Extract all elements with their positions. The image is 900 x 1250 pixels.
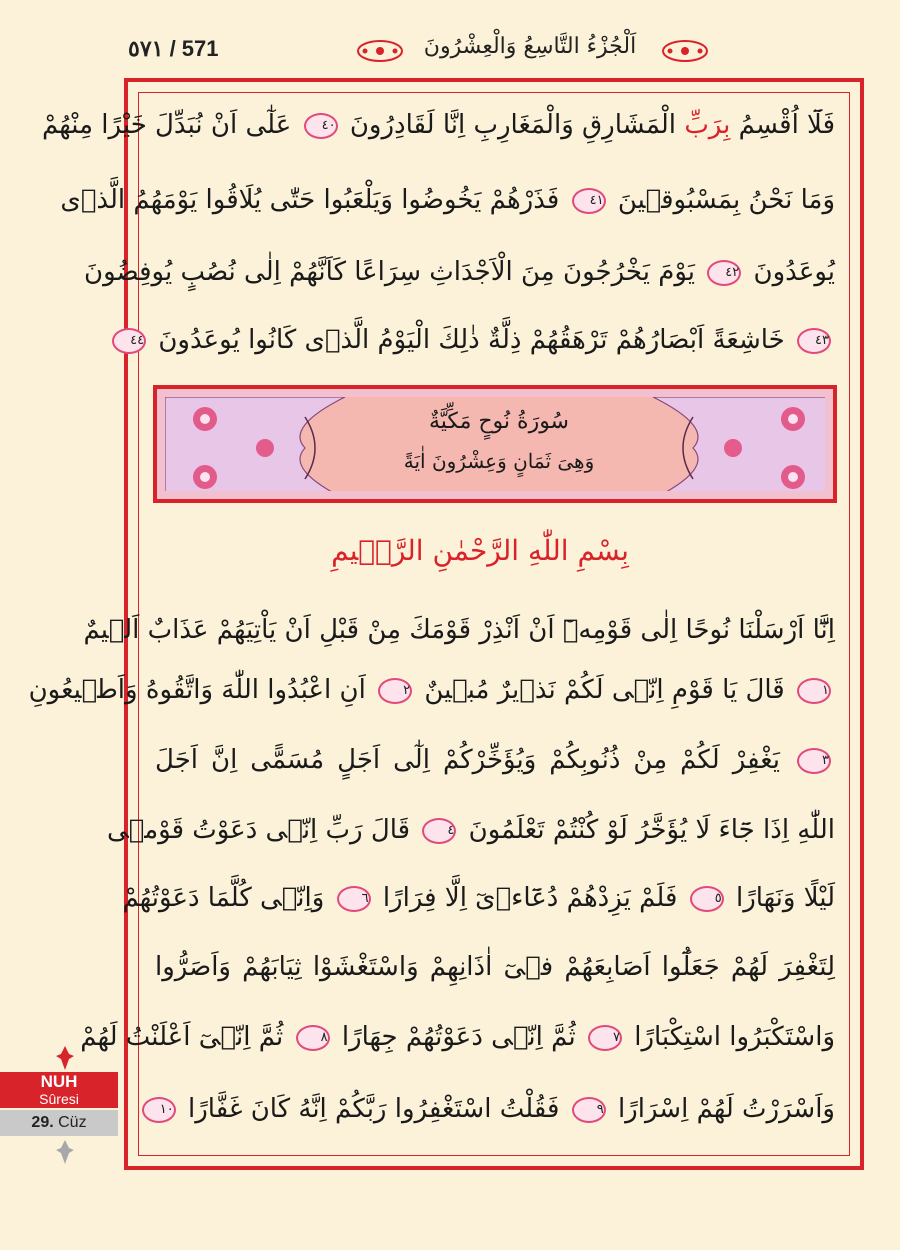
verse-text: وَاِنّٖى كُلَّمَا دَعَوْتُهُمْ — [122, 883, 325, 913]
verse-text: فَلَٓا اُقْسِمُ — [730, 110, 835, 140]
aya-marker: ٥ — [690, 886, 724, 912]
sura-name: NUH — [40, 1072, 78, 1091]
verse-text: اِنَّٓا اَرْسَلْنَا نُوحًا اِلٰى قَوْمِهٖٓ اَنْ اَنْذِرْ قَوْمَكَ مِنْ قَبْلِ اَنْ يَاْتِيَهُمْ عَذَابٌ اَلٖيمٌ — [83, 615, 835, 645]
sura-label: Sûresi — [39, 1091, 79, 1107]
aya-marker: ٦ — [337, 886, 371, 912]
aya-marker: ٨ — [296, 1025, 330, 1051]
verse-line-1 — [41, 110, 835, 140]
sura-subtitle: وَهِىَ ثَمَانٍ وَعِشْرُونَ اٰيَةً — [403, 449, 595, 473]
sura-header-inner — [165, 397, 825, 491]
verse-text: قَالَ يَا قَوْمِ اِنّٖى لَكُمْ نَذٖيرٌ مُبٖينٌ — [424, 675, 785, 705]
verse-text: الْمَشَارِقِ وَالْمَغَارِبِ اِنَّا لَقَادِرُونَ — [349, 110, 685, 140]
verse-text: وَمَا نَحْنُ بِمَسْبُوقٖينَ — [617, 185, 835, 215]
verse-text: وَاَسْرَرْتُ لَهُمْ اِسْرَارًا — [617, 1094, 835, 1124]
verse-line-3 — [84, 257, 835, 287]
aya-marker: ٤١ — [572, 188, 606, 214]
verse-text: ثُمَّ اِنّٖىٓ اَعْلَنْتُ لَهُمْ — [80, 1022, 284, 1052]
verse-line-11 — [80, 1022, 835, 1052]
juz-number: 29. — [31, 1114, 54, 1131]
aya-marker: ٣ — [797, 748, 831, 774]
aya-marker: ٧ — [588, 1025, 622, 1051]
verse-text: خَاشِعَةً اَبْصَارُهُمْ تَرْهَقُهُمْ ذِلَّةٌ ذٰلِكَ الْيَوْمُ الَّذٖى كَانُوا يُوعَدُونَ — [158, 325, 785, 355]
verse-text: فَذَرْهُمْ يَخُوضُوا وَيَلْعَبُوا حَتّٰى يُلَاقُوا يَوْمَهُمُ الَّذٖى — [60, 185, 560, 215]
verse-text-red: بِرَبِّ — [684, 110, 731, 140]
verse-line-12 — [155, 1094, 835, 1124]
verse-text: اللّٰهِ اِذَا جَٓاءَ لَا يُؤَخَّرُ لَوْ كُنْتُمْ تَعْلَمُونَ — [468, 815, 835, 845]
aya-marker: ٢ — [378, 678, 412, 704]
fleur-icon — [56, 1046, 74, 1070]
verse-text: لِتَغْفِرَ لَهُمْ جَعَلُٓوا اَصَابِعَهُمْ فٖىٓ اٰذَانِهِمْ وَاسْتَغْشَوْا ثِيَابَهُمْ وَاَصَرُّوا — [155, 952, 835, 982]
juz-label: Cüz — [58, 1114, 87, 1131]
verse-line-9 — [122, 883, 835, 913]
verse-text: فَلَمْ يَزِدْهُمْ دُعَٓاءٖىٓ اِلَّا فِرَارًا — [382, 883, 678, 913]
aya-marker: ٤ — [422, 818, 456, 844]
aya-marker: ٤٤ — [112, 328, 146, 354]
juz-side-tab[interactable] — [0, 1110, 118, 1136]
header-ornament-left — [355, 38, 405, 64]
verse-line-4 — [130, 325, 835, 355]
verse-text: ثُمَّ اِنّٖى دَعَوْتُهُمْ جِهَارًا — [341, 1022, 576, 1052]
page-header — [110, 34, 880, 68]
sura-side-tab[interactable] — [0, 1072, 118, 1108]
aya-marker: ٤٣ — [797, 328, 831, 354]
fleur-icon-bottom — [56, 1140, 74, 1164]
sura-header-box — [153, 385, 837, 503]
verse-line-5 — [83, 615, 835, 645]
verse-text: لَيْلًا وَنَهَارًا — [735, 883, 835, 913]
header-ornament-right — [660, 38, 710, 64]
verse-text: فَقُلْتُ اسْتَغْفِرُوا رَبَّكُمْ اِنَّهُ كَانَ غَفَّارًا — [188, 1094, 560, 1124]
aya-marker: ١٠ — [142, 1097, 176, 1123]
verse-text: وَاسْتَكْبَرُوا اسْتِكْبَارًا — [634, 1022, 835, 1052]
verse-text: عَلٰٓى اَنْ نُبَدِّلَ خَيْرًا مِنْهُمْ — [41, 110, 292, 140]
aya-marker: ٩ — [572, 1097, 606, 1123]
sura-title: سُورَةُ نُوحٍ مَكِّيَّةٌ — [429, 409, 569, 434]
verse-text: يُوعَدُونَ — [753, 257, 835, 287]
juz-title: اَلْجُزْءُ التَّاسِعُ وَالْعِشْرُونَ — [423, 34, 637, 59]
verse-text: قَالَ رَبِّ اِنّٖى دَعَوْتُ قَوْمٖى — [106, 815, 411, 845]
aya-marker: ١ — [797, 678, 831, 704]
verse-line-7 — [155, 745, 835, 775]
verse-line-6 — [28, 675, 835, 705]
page-number: ٥٧١ / 571 — [128, 36, 219, 61]
verse-line-8 — [106, 815, 835, 845]
aya-marker: ٤٠ — [304, 113, 338, 139]
verse-line-10 — [155, 952, 835, 982]
verse-text: يَغْفِرْ لَكُمْ مِنْ ذُنُوبِكُمْ وَيُؤَخِّرْكُمْ اِلٰٓى اَجَلٍ مُسَمًّى اِنَّ اَجَلَ — [155, 745, 780, 775]
aya-marker: ٤٢ — [707, 260, 741, 286]
basmala: بِسْمِ اللّٰهِ الرَّحْمٰنِ الرَّحٖيمِ — [331, 534, 629, 567]
verse-text: يَوْمَ يَخْرُجُونَ مِنَ الْاَجْدَاثِ سِرَاعًا كَاَنَّهُمْ اِلٰى نُصُبٍ يُوفِضُونَ — [84, 257, 695, 287]
verse-text: اَنِ اعْبُدُوا اللّٰهَ وَاتَّقُوهُ وَاَطٖيعُونِ — [28, 675, 366, 705]
verse-line-2 — [60, 185, 835, 215]
